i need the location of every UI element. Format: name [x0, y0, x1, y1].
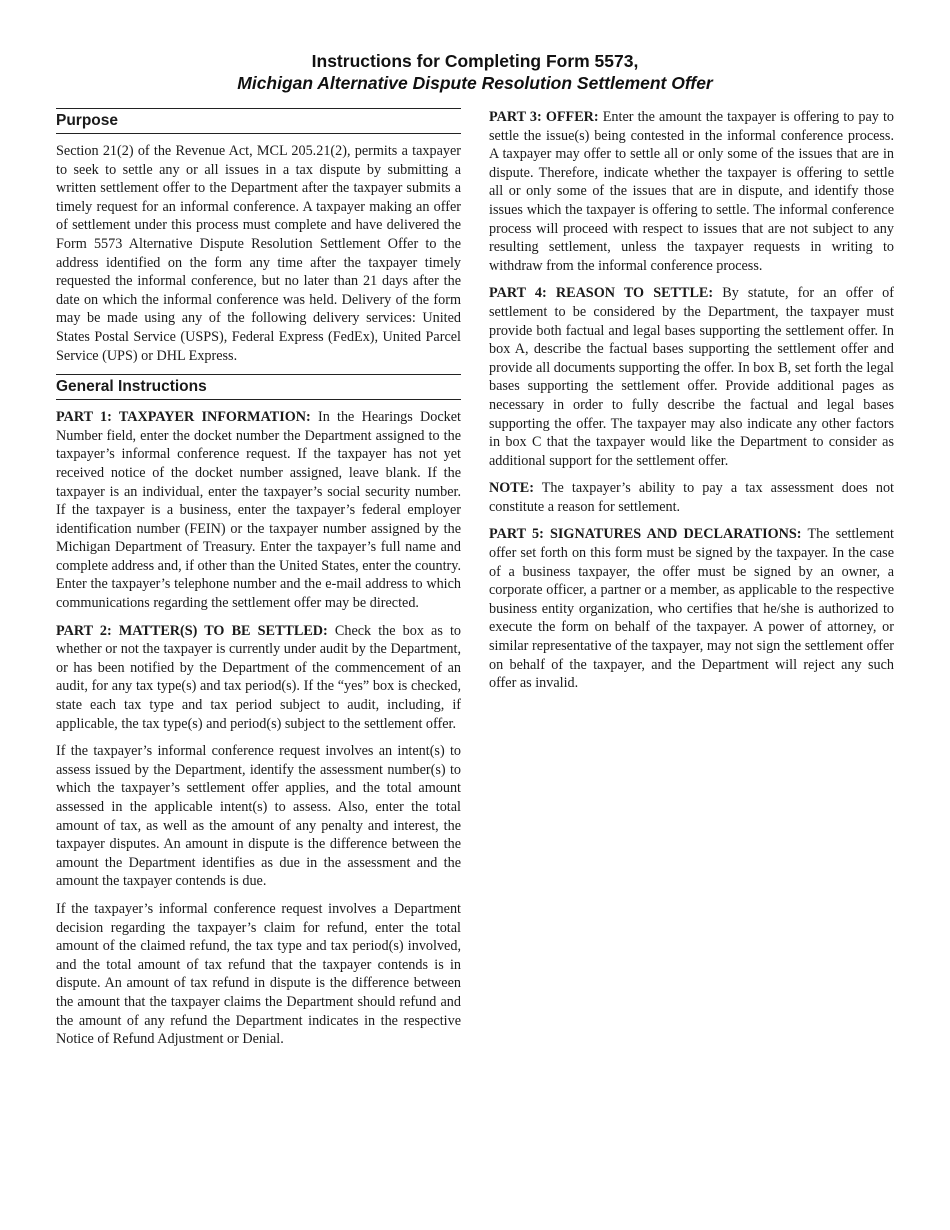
part1-text: In the Hearings Docket Number field, enter the docket number the Department assigned to the taxpayer’s informal conference request. If the taxpayer has not yet received notice of the docket number assigned, leave blank. If the taxpayer is an individual, enter the taxpayer’s social security number. If the taxpayer is a business, enter the taxpayer’s federal employer identification number (FEIN) or the taxpayer number assigned by the Michigan Department of Treasury. Enter the taxpayer’s full name and complete address and, if other than the United States, enter the country. Enter the taxpayer’s telephone number and the e-mail address to which communications regarding the settlement offer may be directed. — [56, 409, 461, 612]
left-column — [56, 108, 461, 1058]
title-line-1: Instructions for Completing Form 5573, — [311, 51, 639, 71]
assessment-paragraph: If the taxpayer’s informal conference request involves an intent(s) to assess issued by the Department, identify the assessment number(s) to which the taxpayer’s settlement offer applies, and the total amount assessed in the applicable intent(s) to assess. Also, enter the total amount of tax, as well as the amount of any penalty and interest, the taxpayer disputes. An amount in dispute is the difference between the amount the Department identifies as due in the assessment and the amount the taxpayer contends is due. — [56, 743, 461, 890]
general-instructions-heading: General Instructions — [56, 374, 461, 400]
part1-paragraph — [56, 408, 461, 613]
document-title — [0, 50, 950, 94]
part2-text: Check the box as to whether or not the taxpayer is currently under audit by the Department, or has been notified by the Department of the commencement of an audit, for any tax type(s) and tax period(s). If the “yes” box is checked, state each tax type and tax period subject to audit, including, if applicable, the tax type(s) and period(s) subject to the settlement offer. — [56, 622, 461, 732]
note-label: NOTE: — [489, 480, 534, 497]
part2-paragraph — [56, 622, 461, 734]
part3-paragraph — [489, 108, 894, 275]
right-column — [489, 108, 894, 702]
part5-text: The settlement offer set forth on this form must be signed by the taxpayer. In the case of a business taxpayer, the offer must be signed by an owner, a corporate officer, a partner or a member, as applicable to the respective business entity organization, who certifies that he/she is authorized to execute the form on behalf of the taxpayer. A power of attorney, or similar representative of the taxpayer, may not sign the settlement offer on behalf of the taxpayer, and the Department will reject any such offer as invalid. — [489, 526, 894, 692]
part1-label: PART 1: TAXPAYER INFORMATION: — [56, 409, 311, 426]
note-paragraph — [489, 479, 894, 516]
part3-text: Enter the amount the taxpayer is offering to pay to settle the issue(s) being contested in the informal conference process. A taxpayer may offer to settle all or only some of the issues that are in dispute. Therefore, indicate whether the taxpayer is offering to settle all or only some of the issues that are in dispute, and identify those issues which the taxpayer is offering to settle. The informal conference process will proceed with respect to issues that are not subject to any resulting settlement, unless the taxpayer requests in writing to withdraw from the informal conference process. — [489, 109, 894, 274]
title-line-2: Michigan Alternative Dispute Resolution Settlement Offer — [237, 73, 713, 93]
part4-paragraph — [489, 284, 894, 470]
part3-label: PART 3: OFFER: — [489, 109, 599, 125]
part4-label: PART 4: REASON TO SETTLE: — [489, 285, 714, 302]
note-text: The taxpayer’s ability to pay a tax assessment does not constitute a reason for settlement. — [489, 480, 894, 515]
part5-label: PART 5: SIGNATURES AND DECLARATIONS: — [489, 526, 802, 543]
part5-paragraph — [489, 525, 894, 692]
part4-text: By statute, for an offer of settlement to be considered by the Department, the taxpayer must provide both factual and legal bases supporting the settlement offer. In box A, describe the factual bases supporting the settlement offer and provide all documents supporting the offer. In box B, set forth the legal bases supporting the settlement offer. Provide additional pages as necessary in order to fully describe the factual and legal bases supporting the offer. The taxpayer may also indicate any other factors in box C that the taxpayer would like the Department to consider as additional support for the settlement offer. — [489, 285, 894, 469]
refund-paragraph: If the taxpayer’s informal conference request involves a Department decision regarding the taxpayer’s claim for refund, enter the total amount of the claimed refund, the tax type and tax period(s) involved, and the total amount of tax refund that the taxpayer contends is in dispute. An amount of tax refund in dispute is the difference between the amount that the taxpayer claims the Department should refund and the amount of any refund the Department indicates in the respective Notice of Refund Adjustment or Denial. — [56, 900, 461, 1048]
part2-label: PART 2: MATTER(S) TO BE SETTLED: — [56, 622, 328, 639]
purpose-heading: Purpose — [56, 108, 461, 134]
purpose-paragraph: Section 21(2) of the Revenue Act, MCL 205.21(2), permits a taxpayer to seek to settle any or all issues in a tax dispute by submitting a written settlement offer to the Department after the taxpayer submits a timely request for an informal conference. A taxpayer making an offer of settlement under this process must complete and have delivered the Form 5573 Alternative Dispute Resolution Settlement Offer to the address identified on the form any time after the taxpayer timely requested the informal conference, but no later than 21 days after the date on which the informal conference was held. Delivery of the form may be made using any of the following delivery services: United States Postal Service (USPS), Federal Express (FedEx), United Parcel Service (UPS) or DHL Express. — [56, 143, 461, 364]
